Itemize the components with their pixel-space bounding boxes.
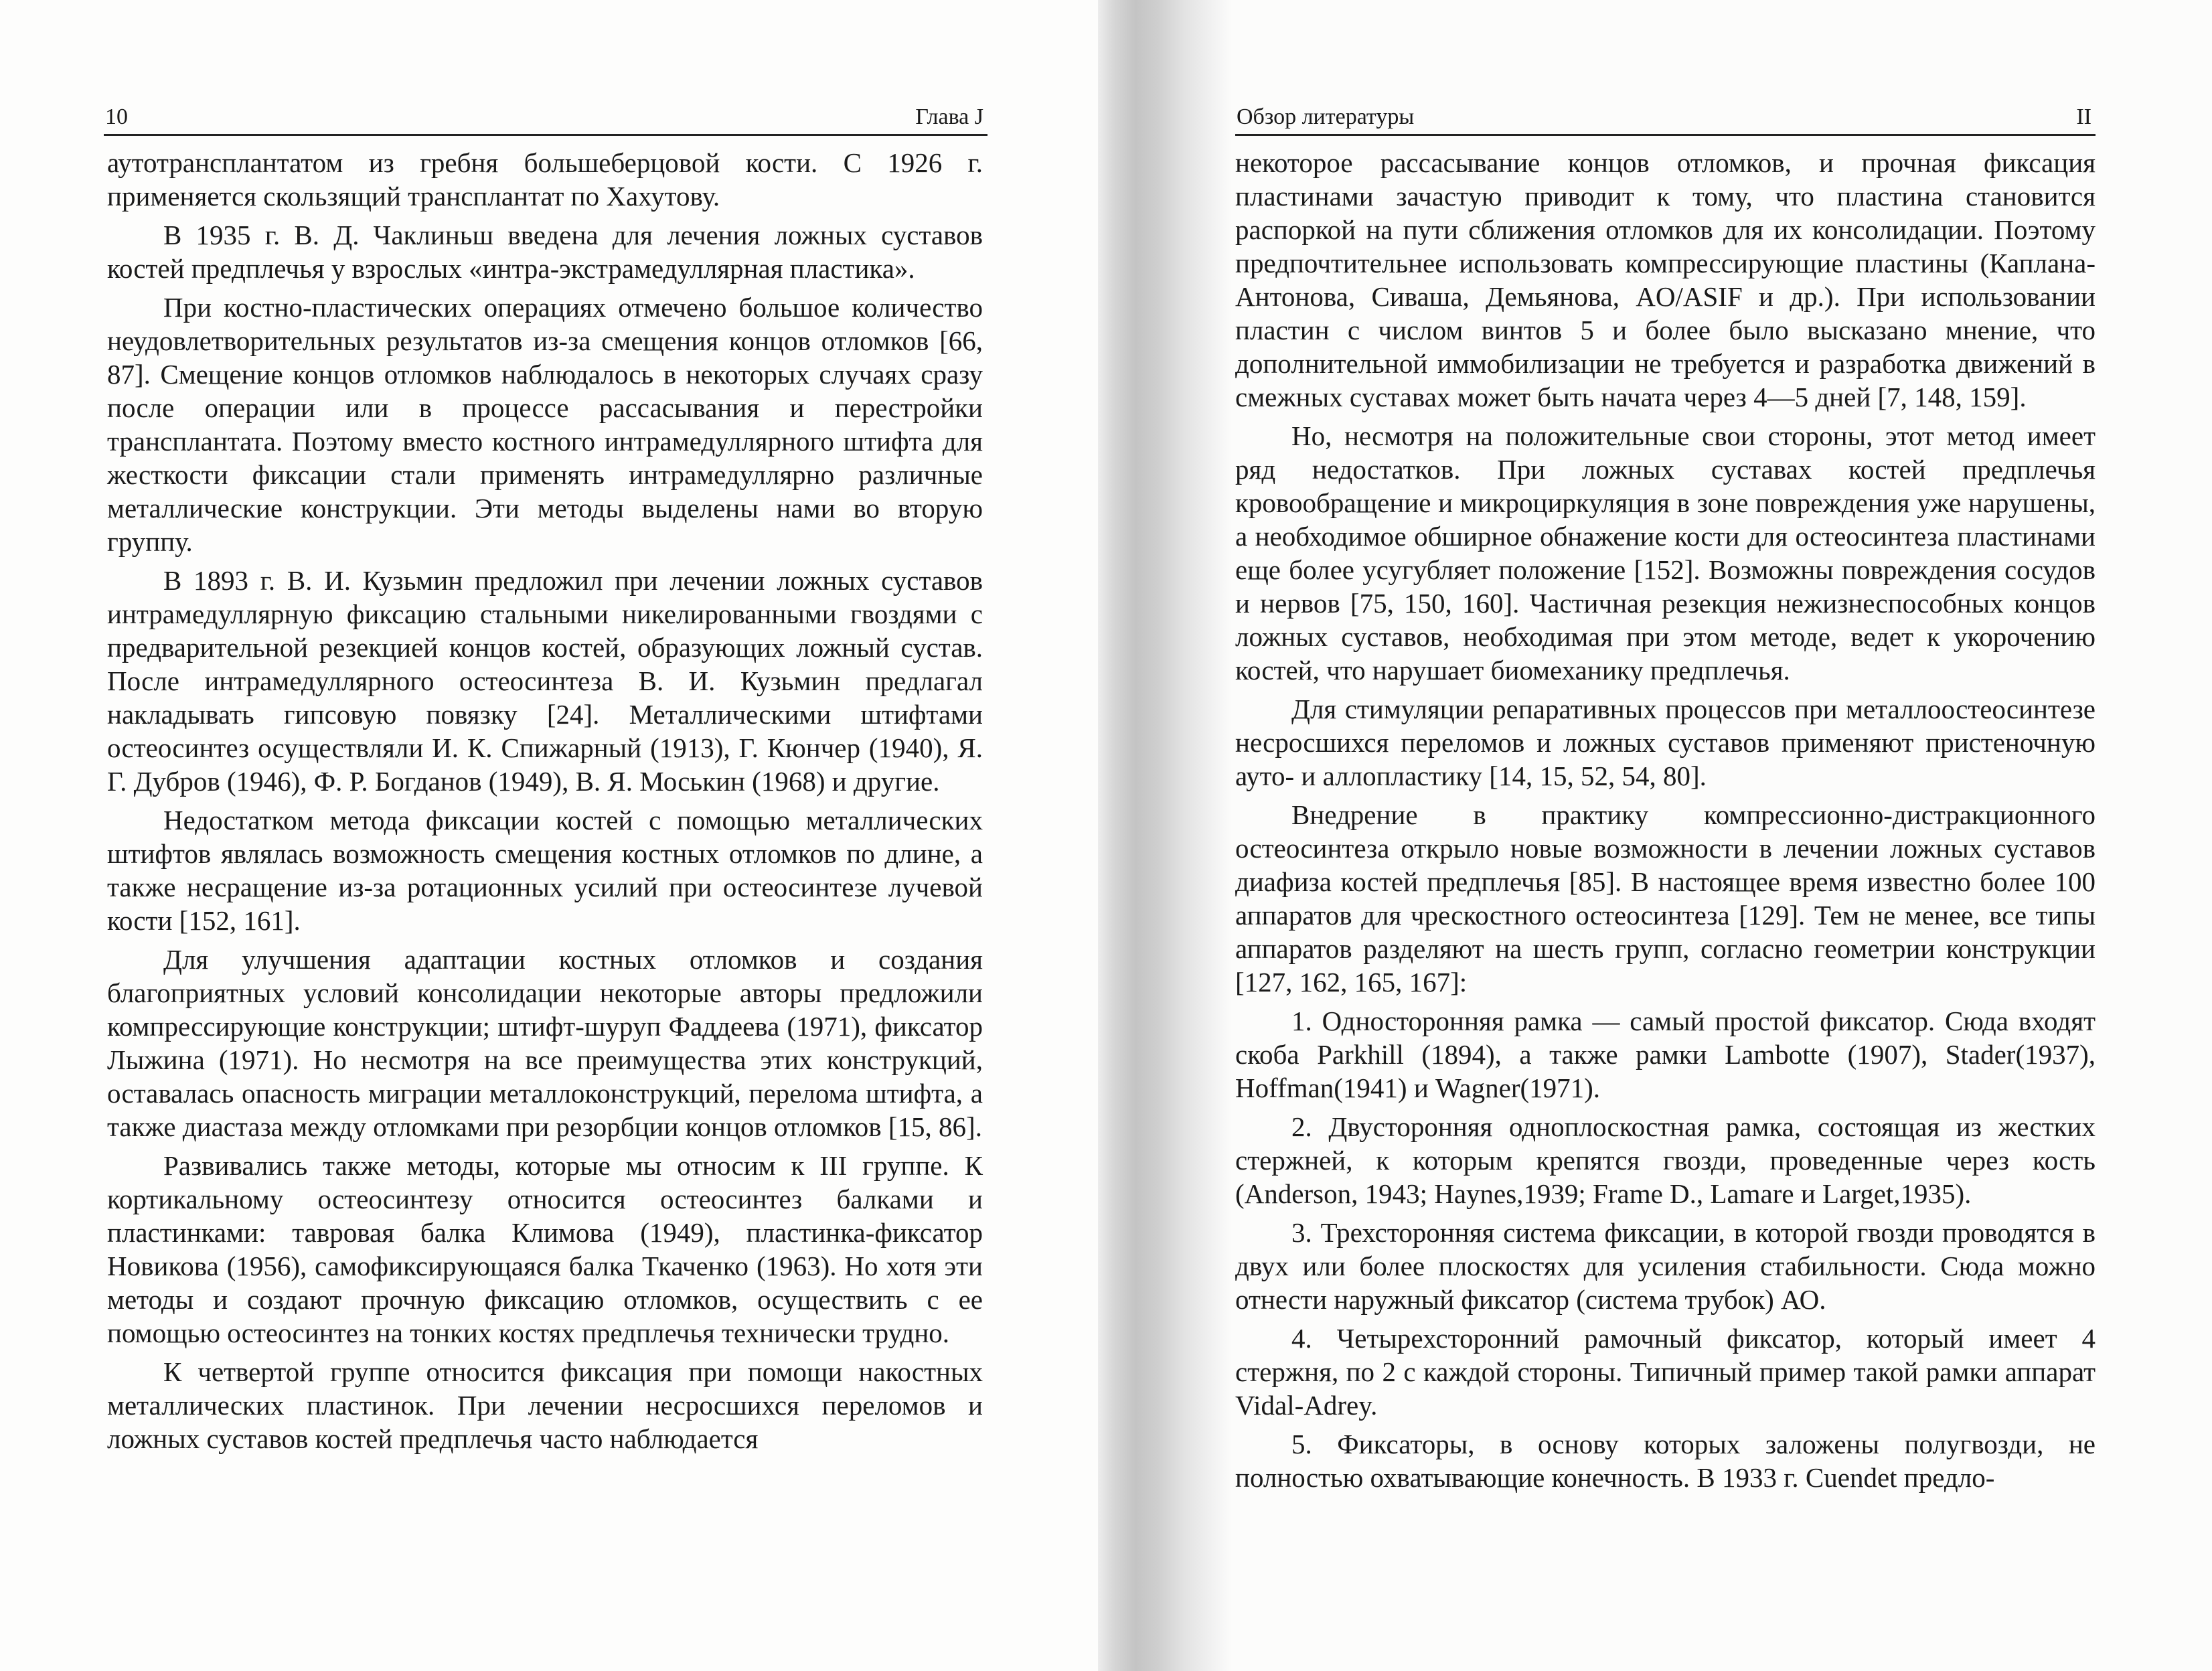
book-gutter-shadow: [1098, 0, 1232, 1671]
section-title: Обзор литературы: [1237, 104, 1415, 129]
right-page-header: [1235, 80, 2096, 136]
page-number: II: [2076, 104, 2091, 129]
paragraph: 3. Трехсторонняя система фиксации, в которой гвозди проводятся в двух или более плоскостях для усиления стабильности. Сюда можно отнести наружный фиксатор (система трубок) АО.: [1235, 1217, 2096, 1315]
paragraph: некоторое рассасывание концов отломков, и прочная фиксация пластинами зачастую приводит к тому, что пластина становится распоркой на пути сближения отломков для их консолидации. Поэтому предпочтительнее использовать компрессирующие пластины (Каплана-Антонова, Сиваша, Демьянова, AO/ASIF и др.). При использовании пластин с числом винтов 5 и более было высказано мнение, что дополнительной иммобилизации не требуется и разработка движений в смежных суставах может быть начата через 4—5 дней [7, 148, 159].: [1235, 147, 2096, 412]
paragraph: 1. Односторонняя рамка — самый простой фиксатор. Сюда входят скоба Parkhill (1894), а также рамки Lambotte (1907), Stader(1937), Hoffman(1941) и Wagner(1971).: [1235, 1006, 2096, 1103]
paragraph: 5. Фиксаторы, в основу которых заложены полугвозди, не полностью охватывающие конечность. В 1933 г. Cuendet предло-: [1235, 1429, 2096, 1493]
paragraph: Но, несмотря на положительные свои стороны, этот метод имеет ряд недостатков. При ложных суставах костей предплечья кровообращение и микроциркуляция в зоне повреждения уже нарушены, а необходимое обширное обнажение кости для остеосинтеза пластинами еще более усугубляет положение [152]. Возможны повреждения сосудов и нервов [75, 150, 160]. Частичная резекция нежизнеспособных концов ложных суставов, необходимая при этом методе, ведет к укорочению костей, что нарушает биомеханику предплечья.: [1235, 420, 2096, 686]
paragraph: В 1935 г. В. Д. Чаклиньш введена для лечения ложных суставов костей предплечья у взрослых «интра-экстрамедуллярная пластика».: [107, 220, 983, 284]
left-page-header: [104, 80, 988, 136]
chapter-title: Глава J: [915, 104, 983, 129]
paragraph: Для улучшения адаптации костных отломков и создания благоприятных условий консолидации некоторые авторы предложили компрессирующие конструкции; штифт-шуруп Фаддеева (1971), фиксатор Лыжина (1971). Но несмотря на все преимущества этих конструкций, оставалась опасность миграции металлоконструкций, перелома штифта, а также диастаза между отломками при резорбции концов отломков [15, 86].: [107, 944, 983, 1142]
paragraph: В 1893 г. В. И. Кузьмин предложил при лечении ложных суставов интрамедуллярную фиксацию стальными никелированными гвоздями с предварительной резекцией концов костей, образующих ложный сустав. После интрамедуллярного остеосинтеза В. И. Кузьмин предлагал накладывать гипсовую повязку [24]. Металлическими штифтами остеосинтез осуществляли И. К. Спижарный (1913), Г. Кюнчер (1940), Я. Г. Дубров (1946), Ф. Р. Богданов (1949), В. Я. Моськин (1968) и другие.: [107, 565, 983, 797]
left-page-body: [107, 146, 983, 1461]
paragraph: Для стимуляции репаративных процессов при металлоостеосинтезе несросшихся переломов и ложных суставов применяют пристеночную ауто- и аллопластику [14, 15, 52, 54, 80].: [1235, 694, 2096, 791]
paragraph: При костно-пластических операциях отмечено большое количество неудовлетворительных результатов из-за смещения концов отломков [66, 87]. Смещение концов отломков наблюдалось в некоторых случаях сразу после операции или в процессе рассасывания и перестройки трансплантата. Поэтому вместо костного интрамедуллярного штифта для жесткости фиксации стали применять интрамедуллярно различные металлические конструкции. Эти методы выделены нами во вторую группу.: [107, 292, 983, 557]
paragraph: аутотрансплантатом из гребня большеберцовой кости. С 1926 г. применяется скользящий трансплантат по Хахутову.: [107, 147, 983, 212]
right-page: [1105, 0, 2212, 1671]
paragraph: 4. Четырехсторонний рамочный фиксатор, который имеет 4 стержня, по 2 с каждой стороны. Типичный пример такой рамки аппарат Vidal-Adrey.: [1235, 1323, 2096, 1421]
paragraph: Внедрение в практику компрессионно-дистракционного остеосинтеза открыло новые возможности в лечении ложных суставов диафиза костей предплечья [85]. В настоящее время известно более 100 аппаратов для чрескостного остеосинтеза [129]. Тем не менее, все типы аппаратов разделяют на шесть групп, согласно геометрии конструкции [127, 162, 165, 167]:: [1235, 799, 2096, 998]
paragraph: 2. Двусторонняя одноплоскостная рамка, состоящая из жестких стержней, к которым крепятся гвозди, проведенные через кость (Anderson, 1943; Haynes,1939; Frame D., Lamare и Larget,1935).: [1235, 1111, 2096, 1209]
left-page: [0, 0, 1105, 1671]
right-page-body: [1235, 146, 2096, 1500]
paragraph: Недостатком метода фиксации костей с помощью металлических штифтов являлась возможность смещения костных отломков по длине, а также несращение из-за ротационных усилий при остеосинтезе лучевой кости [152, 161].: [107, 805, 983, 936]
paragraph: К четвертой группе относится фиксация при помощи накостных металлических пластинок. При лечении несросшихся переломов и ложных суставов костей предплечья часто наблюдается: [107, 1356, 983, 1454]
paragraph: Развивались также методы, которые мы относим к III группе. К кортикальному остеосинтезу относится остеосинтез балками и пластинками: тавровая балка Климова (1949), пластинка-фиксатор Новикова (1956), самофиксирующаяся балка Ткаченко (1963). Но хотя эти методы и создают прочную фиксацию отломков, осуществить с ее помощью остеосинтез на тонких костях предплечья технически трудно.: [107, 1150, 983, 1348]
page-number: 10: [105, 104, 128, 129]
